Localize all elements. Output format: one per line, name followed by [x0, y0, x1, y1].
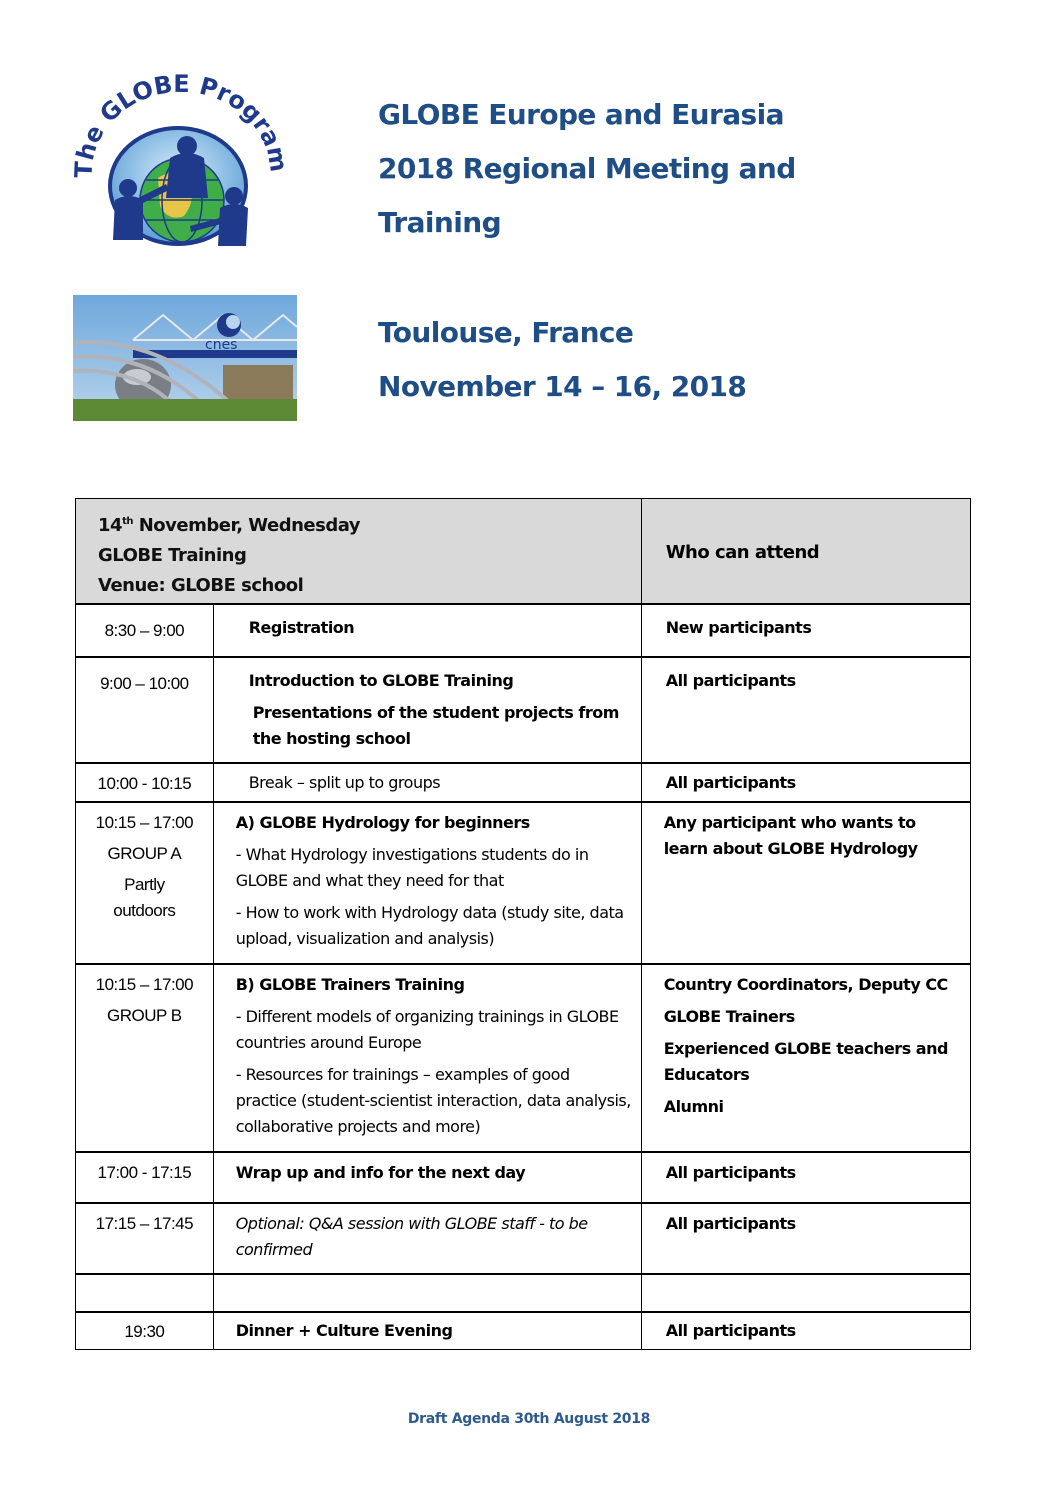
- row-activity: B) GLOBE Trainers Training - Different models of organizing trainings in GLOBE countries around Europe - Resources for trainings – examples of good practice (student-scientist interaction, data analysis, collaborative projects and more): [213, 964, 641, 1152]
- row-time: 19:30: [76, 1312, 214, 1350]
- cnes-building-photo: [73, 295, 297, 421]
- row-time: 10:15 – 17:00 GROUP A Partly outdoors: [76, 802, 214, 964]
- row-time: 17:15 – 17:45: [76, 1203, 214, 1274]
- table-row: [76, 657, 971, 763]
- row-activity: Wrap up and info for the next day: [213, 1152, 641, 1203]
- row-activity: Break – split up to groups: [213, 763, 641, 802]
- cnes-photo-graphic: [73, 295, 297, 421]
- day-date: 14th November, Wednesday: [98, 515, 361, 536]
- row-who: All participants: [641, 763, 970, 802]
- title-line-3: Training: [378, 206, 502, 239]
- row-who: New participants: [641, 604, 970, 657]
- row-activity: Dinner + Culture Evening: [213, 1312, 641, 1350]
- row-time: 17:00 - 17:15: [76, 1152, 214, 1203]
- day-event: GLOBE Training: [98, 545, 247, 566]
- agenda-header-row: [76, 499, 971, 605]
- row-activity: [213, 1274, 641, 1312]
- document-title: [378, 92, 796, 418]
- table-row: [76, 604, 971, 657]
- agenda-table: [75, 498, 971, 1350]
- table-row: [76, 1312, 971, 1350]
- row-who: All participants: [641, 1203, 970, 1274]
- row-who: Country Coordinators, Deputy CC GLOBE Trainers Experienced GLOBE teachers and Educators Alumni: [641, 964, 970, 1152]
- title-line-2: 2018 Regional Meeting and: [378, 152, 796, 185]
- row-activity: Optional: Q&A session with GLOBE staff - to be confirmed: [213, 1203, 641, 1274]
- event-dates: November 14 – 16, 2018: [378, 370, 747, 403]
- event-location: Toulouse, France: [378, 316, 634, 349]
- row-time: [76, 1274, 214, 1312]
- row-time: 8:30 – 9:00: [76, 604, 214, 657]
- globe-logo-text: The GLOBE Progra: [70, 69, 285, 179]
- globe-program-logo: [70, 68, 285, 253]
- footer-draft-note: Draft Agenda 30th August 2018: [407, 1411, 651, 1427]
- row-who: All participants: [641, 657, 970, 763]
- agenda-day-header: [76, 499, 642, 605]
- table-row: [76, 1203, 971, 1274]
- globe-logo-graphic: [70, 68, 285, 253]
- day-venue: Venue: GLOBE school: [98, 575, 304, 596]
- cnes-logo-text: cnes: [205, 337, 238, 353]
- table-row-group-b: [76, 964, 971, 1152]
- row-who: All participants: [641, 1152, 970, 1203]
- table-row: [76, 763, 971, 802]
- table-row-group-a: [76, 802, 971, 964]
- row-time: 9:00 – 10:00: [76, 657, 214, 763]
- row-time: 10:00 - 10:15: [76, 763, 214, 802]
- row-activity: Registration: [213, 604, 641, 657]
- row-time: 10:15 – 17:00 GROUP B: [76, 964, 214, 1152]
- row-who: [641, 1274, 970, 1312]
- row-activity: Introduction to GLOBE Training Presentations of the student projects from the hosting school: [213, 657, 641, 763]
- row-who: All participants: [641, 1312, 970, 1350]
- table-row-empty: [76, 1274, 971, 1312]
- row-activity: A) GLOBE Hydrology for beginners - What Hydrology investigations students do in GLOBE and what they need for that - How to work with Hydrology data (study site, data upload, visualization and analysis): [213, 802, 641, 964]
- title-line-1: GLOBE Europe and Eurasia: [378, 98, 784, 131]
- table-row: [76, 1152, 971, 1203]
- who-can-attend-header: Who can attend: [641, 499, 970, 605]
- row-who: Any participant who wants to learn about GLOBE Hydrology: [641, 802, 970, 964]
